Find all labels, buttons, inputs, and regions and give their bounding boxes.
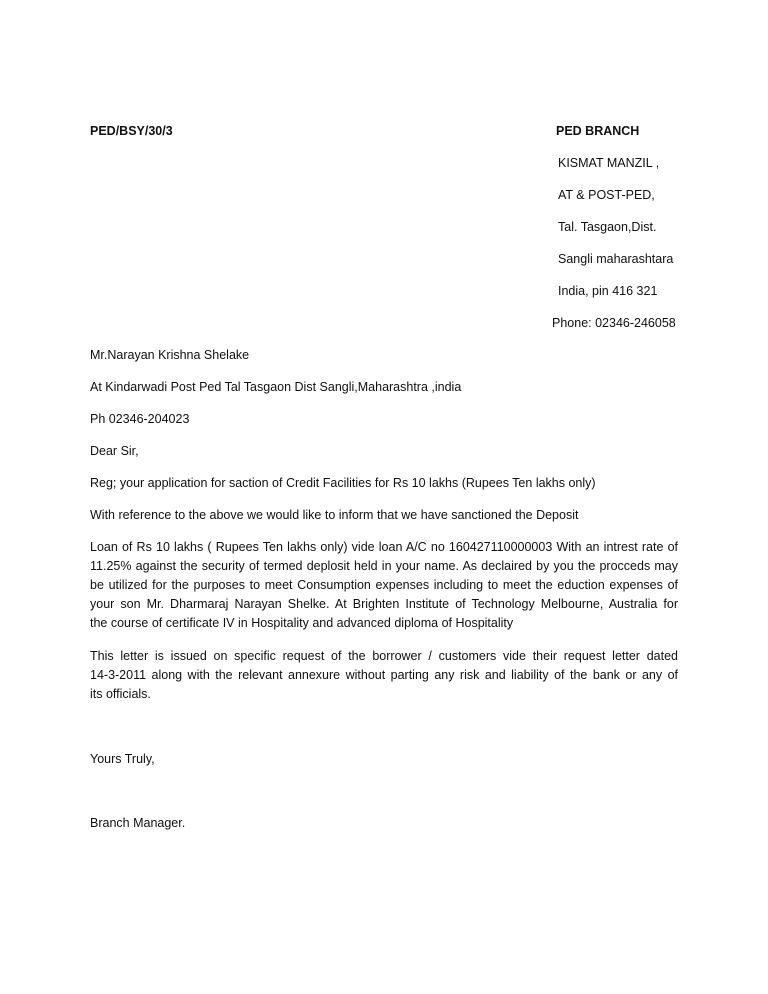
subject-line: Reg; your application for saction of Credit Facilities for Rs 10 lakhs (Rupees Ten lakhs only) <box>90 476 596 490</box>
closing-paragraph <box>90 647 678 704</box>
branch-address-line: AT & POST-PED, <box>558 188 655 202</box>
body-paragraph <box>90 538 678 633</box>
recipient-phone: Ph 02346-204023 <box>90 412 190 426</box>
branch-phone: Phone: 02346-246058 <box>552 316 676 330</box>
closing-line: 14-3-2011 along with the relevant annexure without parting any risk and liability of the bank or any of <box>90 668 678 682</box>
sign-off: Yours Truly, <box>90 752 155 766</box>
closing-line: This letter is issued on specific request of the borrower / customers vide their request letter dated <box>90 649 678 663</box>
salutation: Dear Sir, <box>90 444 139 458</box>
recipient-name: Mr.Narayan Krishna Shelake <box>90 348 250 362</box>
branch-name: PED BRANCH <box>556 124 640 138</box>
intro-line: With reference to the above we would like to inform that we have sanctioned the Deposit <box>90 508 579 522</box>
body-line: Loan of Rs 10 lakhs ( Rupees Ten lakhs only) vide loan A/C no 160427110000003 With an intrest rate of <box>90 540 678 554</box>
recipient-address: At Kindarwadi Post Ped Tal Tasgaon Dist Sangli,Maharashtra ,india <box>90 380 462 394</box>
signatory: Branch Manager. <box>90 816 186 830</box>
branch-address-line: KISMAT MANZIL , <box>558 156 660 170</box>
branch-address-line: Tal. Tasgaon,Dist. <box>558 220 657 234</box>
reference-number: PED/BSY/30/3 <box>90 124 173 138</box>
body-line: 11.25% against the security of termed deplosit held in your name. As declaired by you the procceds may <box>90 559 678 573</box>
body-line: the course of certificate IV in Hospitality and advanced diploma of Hospitality <box>90 616 514 630</box>
body-line: be utilized for the purposes to meet Consumption expenses including to meet the eduction expenses of <box>90 578 678 592</box>
closing-line: its officials. <box>90 687 151 701</box>
branch-address-line: Sangli maharashtara <box>558 252 674 266</box>
body-line: your son Mr. Dharmaraj Narayan Shelke. At Brighten Institute of Technology Melbourne, Australia for <box>90 597 678 611</box>
branch-address-line: India, pin 416 321 <box>558 284 658 298</box>
